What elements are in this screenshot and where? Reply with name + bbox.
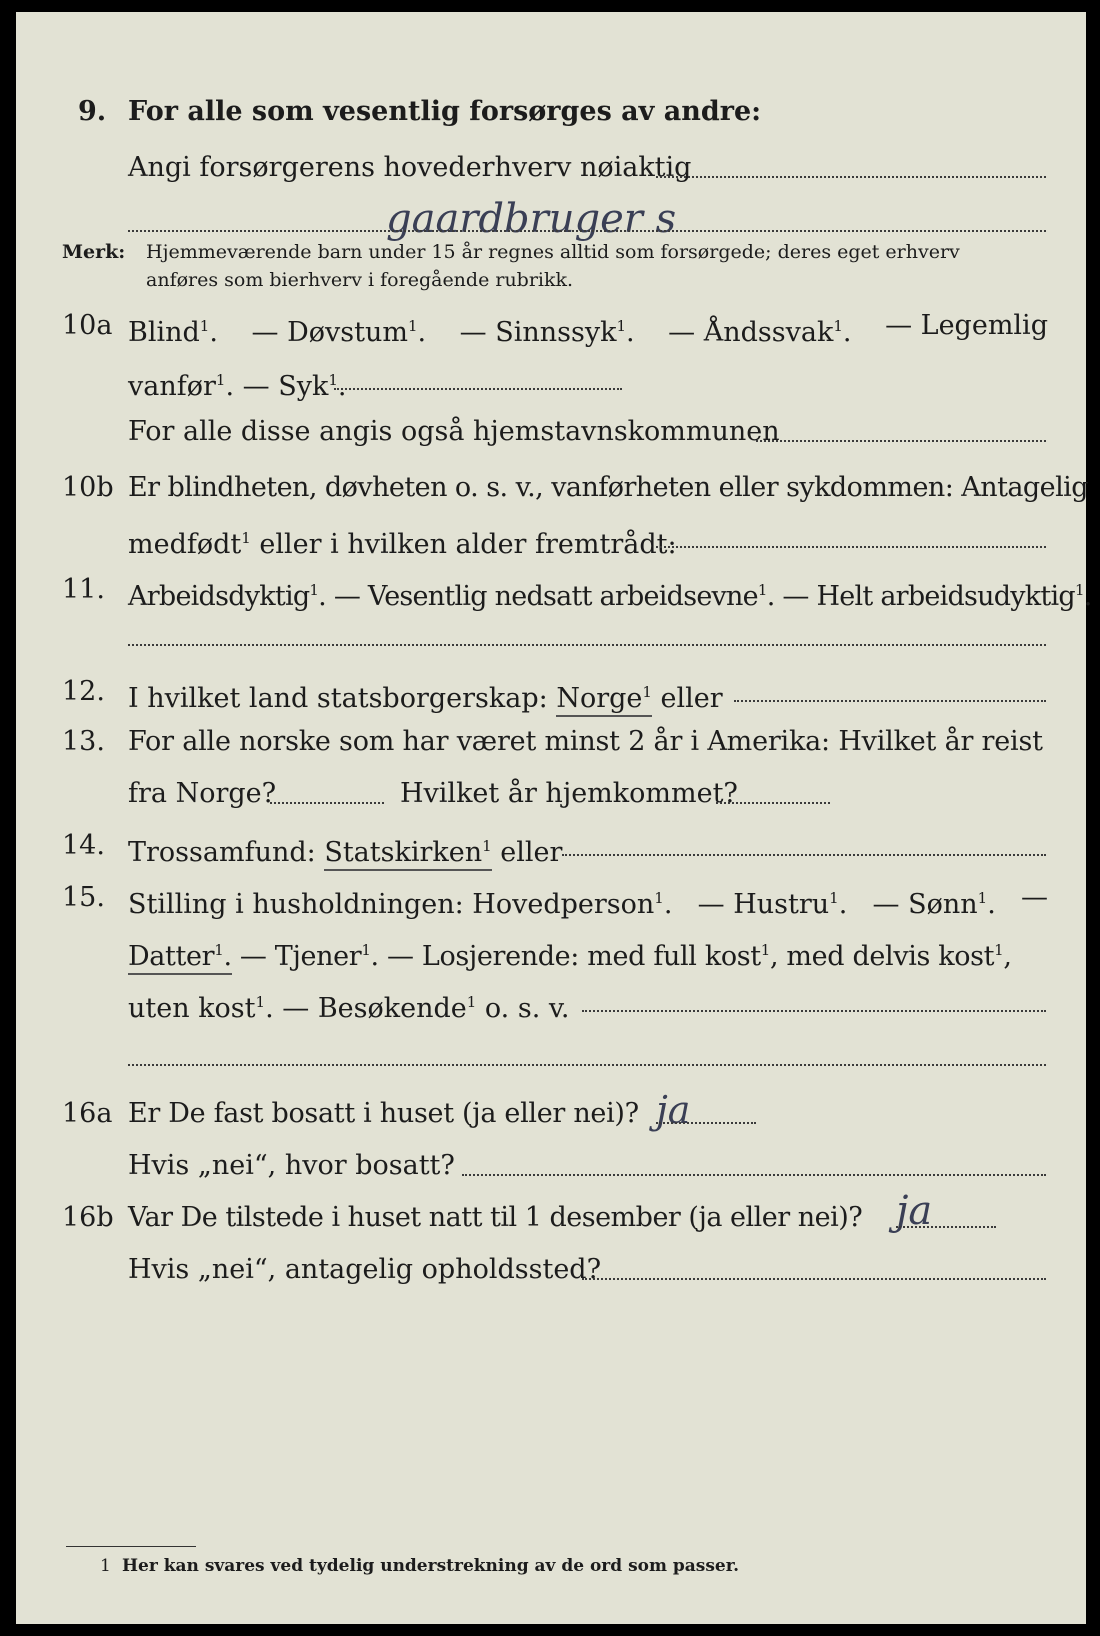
q13-answer-line-1[interactable] xyxy=(270,802,384,804)
footnote-mark: 1 xyxy=(100,1556,111,1576)
q16a-number: 16a xyxy=(62,1098,113,1129)
option-sinnssyk[interactable]: — Sinnssyk$^1$. xyxy=(459,317,635,348)
option-nedsatt[interactable]: — Vesentlig nedsatt arbeidsevne$^1$. xyxy=(333,581,775,612)
q9-answer-line-2[interactable] xyxy=(128,230,1046,232)
q12-number: 12. xyxy=(62,676,105,707)
option-arbeidsudyktig[interactable]: — Helt arbeidsudyktig$^1$. xyxy=(782,581,1092,612)
option-legemlig[interactable]: — Legemlig xyxy=(885,310,1048,341)
option-dovstum[interactable]: — Døvstum$^1$. xyxy=(251,317,427,348)
q15-answer-line-2[interactable] xyxy=(128,1064,1046,1066)
q16a-answer-line[interactable] xyxy=(656,1122,756,1124)
q10a-line-2 xyxy=(128,364,346,403)
q10b-answer-line[interactable] xyxy=(656,546,1046,548)
footnote-separator xyxy=(66,1546,196,1547)
option-statskirken-underlined[interactable]: Statskirken$^1$ xyxy=(324,837,491,871)
option-datter-underlined[interactable]: Datter$^1$. xyxy=(128,941,232,975)
q10a-line-3: For alle disse angis også hjemstavnskommunen xyxy=(128,416,780,447)
q16a-line-2: Hvis „nei“, hvor bosatt? xyxy=(128,1150,455,1181)
q12-answer-line[interactable] xyxy=(734,700,1046,702)
q16b-number: 16b xyxy=(62,1202,114,1233)
q10a-answer-line-2[interactable] xyxy=(756,440,1046,442)
census-form-page xyxy=(16,12,1092,1624)
q16a-handwritten-answer: ja xyxy=(656,1088,691,1132)
merk-label: Merk: xyxy=(62,241,126,263)
q14-answer-line[interactable] xyxy=(562,854,1046,856)
q14-line: Trossamfund: Statskirken$^1$ eller xyxy=(128,830,562,869)
q13-line-2a: fra Norge? xyxy=(128,778,277,809)
q16b-answer-line-2[interactable] xyxy=(582,1278,1046,1280)
q16b-line-2: Hvis „nei“, antagelig opholdssted? xyxy=(128,1254,602,1285)
q16b-line-1: Var De tilstede i huset natt til 1 desember (ja eller nei)? xyxy=(128,1202,863,1233)
q13-line-1: For alle norske som har været minst 2 år i Amerika: Hvilket år reist xyxy=(128,726,1043,757)
q10b-line-2: medfødt$^1$ eller i hvilken alder fremtrådt: xyxy=(128,529,677,560)
q9-title: For alle som vesentlig forsørges av andre: xyxy=(128,96,762,127)
option-losjerende[interactable]: — Losjerende: med full kost$^1$, med delvis kost$^1$, xyxy=(387,941,1012,972)
q10a-line-1 xyxy=(128,310,1048,349)
option-medfodt[interactable]: medfødt$^1$ xyxy=(128,529,251,560)
option-uten-kost[interactable]: uten kost$^1$. xyxy=(128,993,274,1024)
option-blind[interactable]: Blind$^1$. xyxy=(128,317,218,348)
footnote-text: Her kan svares ved tydelig understrekning av de ord som passer. xyxy=(122,1556,740,1576)
q15-number: 15. xyxy=(62,882,105,913)
q15-answer-line-1[interactable] xyxy=(582,1010,1046,1012)
q13-answer-line-2[interactable] xyxy=(716,802,830,804)
option-syk[interactable]: — Syk$^1$. xyxy=(242,371,347,402)
q10a-answer-line-1[interactable] xyxy=(334,388,622,390)
option-sonn[interactable]: — Sønn$^1$. xyxy=(872,889,996,920)
q13-line-2b: Hvilket år hjemkommet? xyxy=(400,778,738,809)
option-arbeidsdyktig[interactable]: Arbeidsdyktig$^1$. xyxy=(128,581,326,612)
q16a-line-1: Er De fast bosatt i huset (ja eller nei)? xyxy=(128,1098,639,1129)
merk-line-2: anføres som bierhverv i foregående rubrikk. xyxy=(146,269,574,291)
q15-line-1: Stilling i husholdningen: Hovedperson$^1$. — Hustru$^1$. — Sønn$^1$. — xyxy=(128,882,1048,920)
option-vanfor[interactable]: vanfør$^1$. xyxy=(128,371,235,402)
merk-line-1: Hjemmeværende barn under 15 år regnes alltid som forsørgede; deres eget erhverv xyxy=(146,241,960,263)
q11-line xyxy=(128,574,1092,613)
q9-answer-line-1[interactable] xyxy=(656,176,1046,178)
option-hustru[interactable]: — Hustru$^1$. xyxy=(697,889,848,920)
q13-number: 13. xyxy=(62,726,105,757)
q10b-number: 10b xyxy=(62,472,114,503)
option-tjener[interactable]: — Tjener$^1$. xyxy=(239,941,379,972)
q11-answer-line[interactable] xyxy=(128,644,1046,646)
q16b-handwritten-answer: ja xyxy=(896,1188,933,1234)
q12-line: I hvilket land statsborgerskap: Norge$^1$ eller xyxy=(128,676,723,715)
q9-handwritten-answer: gaardbruger s xyxy=(386,196,677,242)
q15-line-3: uten kost$^1$. — Besøkende$^1$ o. s. v. xyxy=(128,993,570,1024)
option-hovedperson[interactable]: Stilling i husholdningen: Hovedperson$^1$. xyxy=(128,889,673,920)
q14-number: 14. xyxy=(62,830,105,861)
option-besokende[interactable]: — Besøkende$^1$ xyxy=(282,993,477,1024)
q9-number: 9. xyxy=(78,96,107,127)
q9-prompt: Angi forsørgerens hovederhverv nøiaktig xyxy=(128,152,692,183)
option-norge-underlined[interactable]: Norge$^1$ xyxy=(556,683,652,717)
q11-number: 11. xyxy=(62,574,105,605)
q10b-line-1: Er blindheten, døvheten o. s. v., vanførheten eller sykdommen: Antagelig xyxy=(128,472,1088,503)
option-andssvak[interactable]: — Åndssvak$^1$. xyxy=(668,317,852,348)
q10a-number: 10a xyxy=(62,310,113,341)
q16a-answer-line-2[interactable] xyxy=(462,1174,1046,1176)
q15-line-2 xyxy=(128,934,1012,973)
q16b-answer-line[interactable] xyxy=(896,1226,996,1228)
